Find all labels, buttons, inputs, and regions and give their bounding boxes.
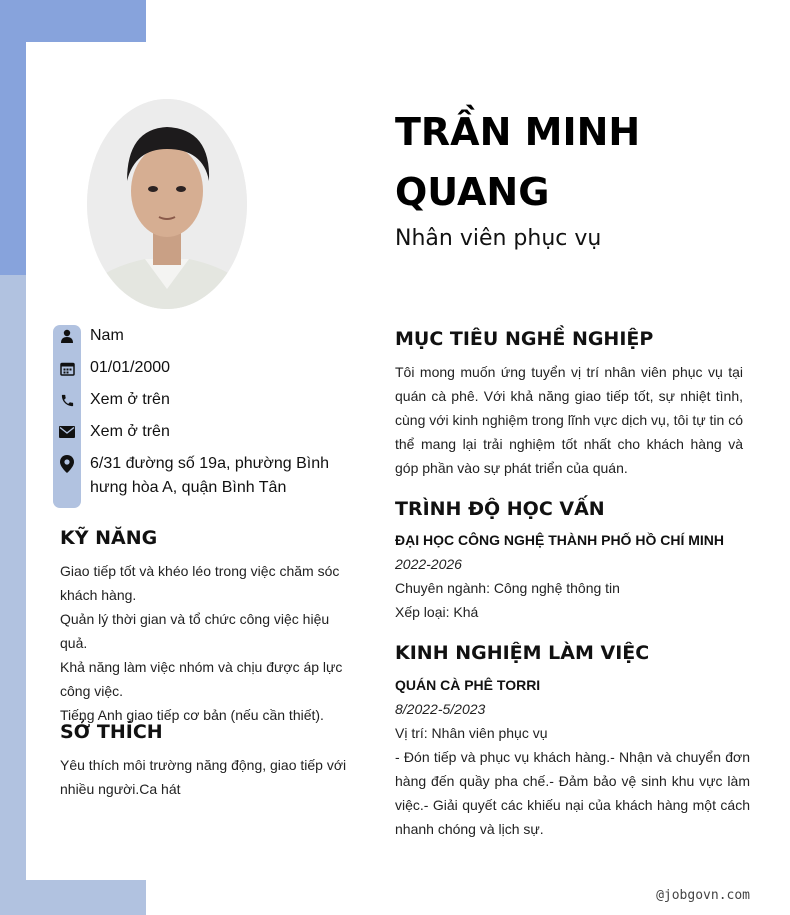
contact-dob (53, 356, 353, 380)
hobbies-heading: SỞ THÍCH (60, 721, 163, 743)
education-major: Chuyên ngành: Công nghệ thông tin (395, 580, 620, 596)
candidate-name: TRẦN MINH QUANG (395, 110, 641, 214)
objective-heading: MỤC TIÊU NGHỀ NGHIỆP (395, 328, 654, 350)
watermark: @jobgovn.com (656, 888, 750, 903)
skills-heading: KỸ NĂNG (60, 527, 158, 549)
contact-email (53, 420, 353, 444)
location-pin-icon (53, 452, 81, 476)
address-value: 6/31 đường số 19a, phường Bình hưng hòa A, quận Bình Tân (90, 455, 330, 496)
contact-address (53, 452, 353, 500)
hobbies-text: Yêu thích môi trường năng động, giao tiếp với nhiều người.Ca hát (60, 757, 347, 797)
phone-value: Xem ở trên (90, 391, 170, 408)
school-name: ĐẠI HỌC CÔNG NGHỆ THÀNH PHỐ HỒ CHÍ MINH (395, 532, 724, 548)
profile-photo (87, 99, 247, 309)
email-value: Xem ở trên (90, 423, 170, 440)
candidate-job-title: Nhân viên phục vụ (395, 226, 602, 251)
skill-item: Khả năng làm việc nhóm và chịu được áp lực công việc. (60, 659, 343, 699)
skill-item: Tiếng Anh giao tiếp cơ bản (nếu cần thiết). (60, 707, 324, 723)
skills-list (60, 559, 360, 727)
education-period: 2022-2026 (395, 556, 462, 572)
objective-text: Tôi mong muốn ứng tuyển vị trí nhân viên phục vụ tại quán cà phê. Với khả năng giao tiếp tốt, sự nhiệt tình, cùng với kinh nghiệm trong lĩnh vực dịch vụ, tôi tự tin có thể mang lại trải nghiệm tốt nhất cho khách hàng và góp phần vào sự phát triển của quán. (395, 364, 743, 476)
education-block (395, 528, 755, 624)
dob-value: 01/01/2000 (90, 359, 171, 376)
education-heading: TRÌNH ĐỘ HỌC VẤN (395, 498, 605, 520)
contact-gender (53, 324, 353, 348)
experience-description: - Đón tiếp và phục vụ khách hàng.- Nhận và chuyển đơn hàng đến quầy pha chế.- Đảm bảo vệ sinh khu vực làm việc.- Giải quyết các khiếu nại của khách hàng một cách nhanh chóng và lịch sự. (395, 749, 750, 837)
experience-period: 8/2022-5/2023 (395, 701, 486, 717)
company-name: QUÁN CÀ PHÊ TORRI (395, 677, 541, 693)
calendar-icon (53, 356, 81, 380)
phone-icon (53, 388, 81, 412)
experience-block (395, 673, 750, 841)
experience-heading: KINH NGHIỆM LÀM VIỆC (395, 642, 650, 664)
education-rank: Xếp loại: Khá (395, 604, 479, 620)
contact-phone (53, 388, 353, 412)
experience-position: Vị trí: Nhân viên phục vụ (395, 725, 548, 741)
skill-item: Quản lý thời gian và tổ chức công việc hiệu quả. (60, 611, 330, 651)
gender-value: Nam (90, 327, 124, 344)
email-icon (53, 420, 81, 444)
person-icon (53, 324, 81, 348)
skill-item: Giao tiếp tốt và khéo léo trong việc chăm sóc khách hàng. (60, 563, 340, 603)
